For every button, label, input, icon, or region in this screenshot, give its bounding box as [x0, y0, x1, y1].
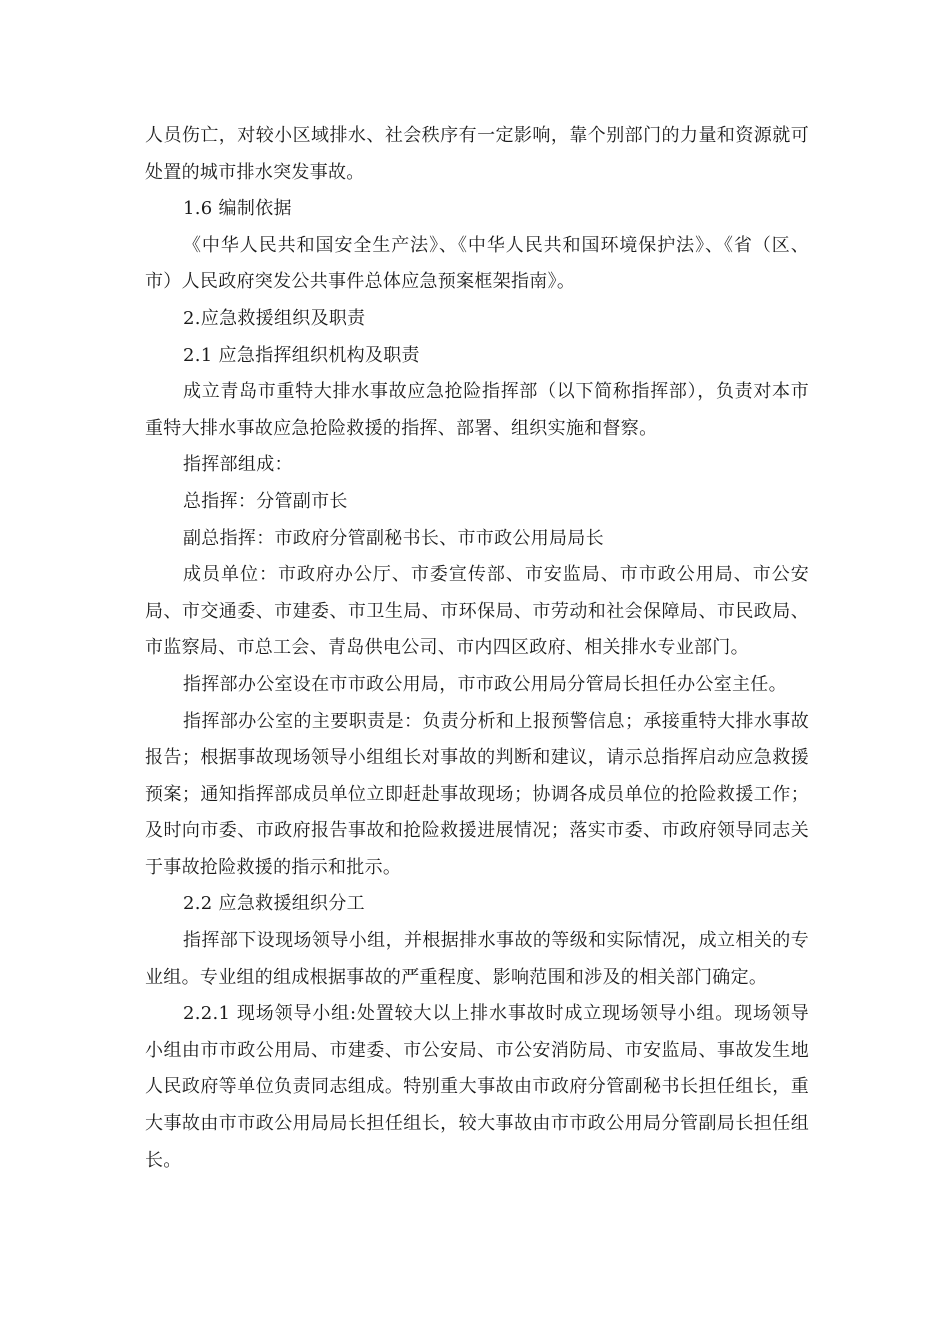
paragraph-legal-basis: 《中华人民共和国安全生产法》、《中华人民共和国环境保护法》、《省（区、市）人民政府突发公共事件总体应急预案框架指南》。 — [145, 234, 809, 293]
heading-2-1-command: 2.1 应急指挥组织机构及职责 — [183, 344, 420, 366]
paragraph-member-units: 成员单位：市政府办公厅、市委宣传部、市安监局、市市政公用局、市公安局、市交通委、市建委、市卫生局、市环保局、市劳动和社会保障局、市民政局、市监察局、市总工会、青岛供电公司、市内四区政府、相关排水专业部门。 — [145, 564, 809, 659]
paragraph-field-groups: 指挥部下设现场领导小组，并根据排水事故的等级和实际情况，成立相关的专业组。专业组的组成根据事故的严重程度、影响范围和涉及的相关部门确定。 — [145, 930, 809, 988]
heading-2-organization: 2.应急救援组织及职责 — [183, 307, 366, 329]
paragraph-2-2-1-field-leadership: 2.2.1 现场领导小组:处置较大以上排水事故时成立现场领导小组。现场领导小组由市市政公用局、市建委、市公安局、市公安消防局、市安监局、事故发生地人民政府等单位负责同志组成。特别重大事故由市政府分管副秘书长担任组长，重大事故由市市政公用局局长担任组长，较大事故由市市政公用局分管副局长担任组长。 — [145, 1003, 809, 1171]
paragraph-command-composition: 指挥部组成： — [183, 454, 293, 476]
paragraph-office-location: 指挥部办公室设在市市政公用局，市市政公用局分管局长担任办公室主任。 — [183, 673, 787, 695]
paragraph-office-duties: 指挥部办公室的主要职责是：负责分析和上报预警信息；承接重特大排水事故报告；根据事故现场领导小组组长对事故的判断和建议，请示总指挥启动应急救援预案；通知指挥部成员单位立即赶赴事故现场；协调各成员单位的抢险救援工作；及时向市委、市政府报告事故和抢险救援进展情况；落实市委、市政府领导同志关于事故抢险救援的指示和批示。 — [145, 710, 809, 878]
document-page — [145, 118, 809, 1179]
paragraph-commander: 总指挥：分管副市长 — [183, 490, 348, 512]
heading-2-2-division: 2.2 应急救援组织分工 — [183, 893, 365, 915]
paragraph-casualty-definition: 人员伤亡，对较小区域排水、社会秩序有一定影响，靠个别部门的力量和资源就可处置的城市排水突发事故。 — [145, 125, 809, 183]
paragraph-command-establish: 成立青岛市重特大排水事故应急抢险指挥部（以下简称指挥部），负责对本市重特大排水事故应急抢险救援的指挥、部署、组织实施和督察。 — [145, 381, 809, 439]
heading-1-6-basis: 1.6 编制依据 — [183, 198, 292, 220]
paragraph-deputy-commander: 副总指挥：市政府分管副秘书长、市市政公用局局长 — [183, 527, 604, 549]
